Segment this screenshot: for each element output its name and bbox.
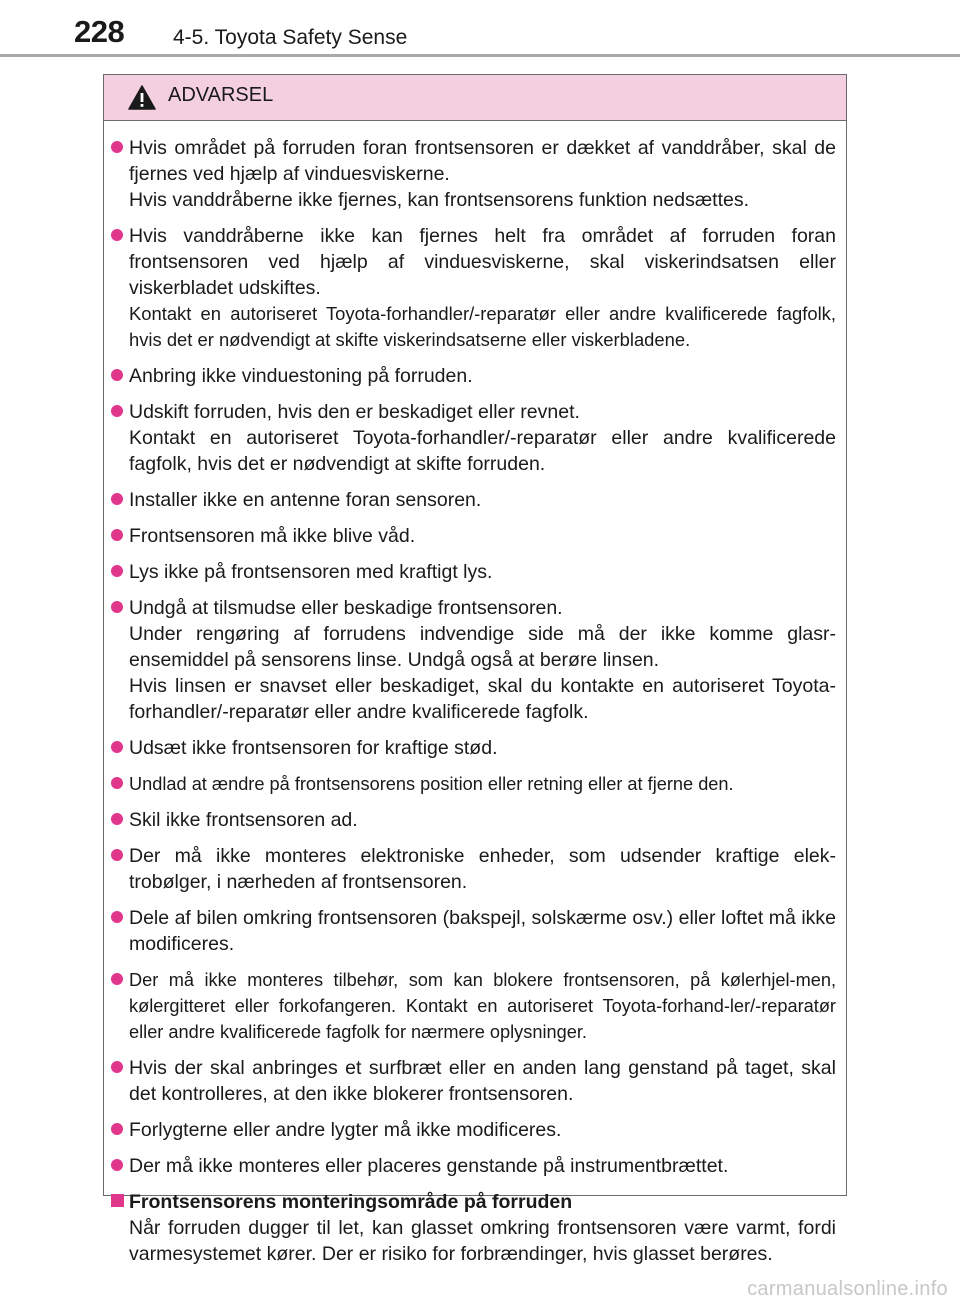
item-line: Hvis vanddråberne ikke fjernes, kan frontsensorens funktion nedsættes. (129, 189, 750, 211)
warning-item (111, 735, 836, 761)
item-line: Der må ikke monteres eller placeres genstande på instrumentbrættet. (129, 1155, 729, 1177)
section-title: 4-5. Toyota Safety Sense (173, 26, 408, 49)
warning-item (111, 1055, 836, 1107)
warning-item (111, 843, 836, 895)
bullet-icon (111, 601, 123, 613)
warning-item (111, 807, 836, 833)
warning-item-text (129, 771, 836, 797)
square-bullet-icon (111, 1194, 124, 1207)
warning-item (111, 595, 836, 725)
warning-item-text (129, 399, 836, 477)
bullet-icon (111, 741, 123, 753)
warning-item (111, 967, 836, 1045)
bullet-icon (111, 529, 123, 541)
warning-item-text (129, 1153, 836, 1179)
bullet-icon (111, 911, 123, 923)
item-line: Hvis linsen er snavset eller beskadiget, skal du kontakte en autoriseret Toyota-forhandler/-reparatør eller andre kvalificerede fagfolk. (129, 675, 836, 723)
item-line: Frontsensoren må ikke blive våd. (129, 525, 416, 547)
warning-item-text (129, 223, 836, 353)
item-line: Dele af bilen omkring frontsensoren (bakspejl, solskærme osv.) eller loftet må ikke modificeres. (129, 907, 836, 955)
warning-item (111, 399, 836, 477)
item-line: Hvis der skal anbringes et surfbræt eller en anden lang genstand på taget, skal det kontrolleres, at den ikke blokerer frontsensoren. (129, 1057, 836, 1105)
item-line: Installer ikke en antenne foran sensoren. (129, 489, 482, 511)
warning-item-text (129, 967, 836, 1045)
warning-item-text (129, 905, 836, 957)
bullet-icon (111, 1123, 123, 1135)
warning-item-text (129, 559, 836, 585)
bullet-icon (111, 849, 123, 861)
warning-item-text (129, 843, 836, 895)
item-line: Kontakt en autoriseret Toyota-forhandler/-reparatør eller andre kvalificerede fagfolk, hvis det er nødvendigt at skifte forruden. (129, 427, 836, 475)
item-line: Forlygterne eller andre lygter må ikke modificeres. (129, 1119, 562, 1141)
bullet-icon (111, 1159, 123, 1171)
header-divider (0, 54, 960, 57)
warning-item (111, 487, 836, 513)
item-line: Lys ikke på frontsensoren med kraftigt lys. (129, 561, 493, 583)
subsection-text: Når forruden dugger til let, kan glasset omkring frontsensoren være varmt, fordi varmesystemet kører. Der er risiko for forbrændinger, hvis glasset berøres. (129, 1217, 836, 1265)
bullet-icon (111, 973, 123, 985)
warning-item (111, 559, 836, 585)
warning-item (111, 135, 836, 213)
warning-item-text (129, 595, 836, 725)
item-line: Hvis området på forruden foran frontsensoren er dækket af vanddråber, skal de fjernes ved hjælp af vinduesviskerne. (129, 137, 836, 185)
bullet-icon (111, 141, 123, 153)
item-line: Der må ikke monteres elektroniske enheder, som udsender kraftige elek-trobølger, i nærheden af frontsensoren. (129, 845, 836, 893)
warning-item-text (129, 363, 836, 389)
item-line: Hvis vanddråberne ikke kan fjernes helt fra området af forruden foran frontsensoren ved hjælp af vinduesviskerne, skal viskerindsatsen eller viskerbladet udskiftes. (129, 225, 836, 299)
warning-item-text (129, 1055, 836, 1107)
page-number: 228 (74, 14, 125, 49)
warning-item (111, 363, 836, 389)
item-line: Udsæt ikke frontsensoren for kraftige stød. (129, 737, 498, 759)
warning-item (111, 1153, 836, 1179)
warning-body (104, 121, 846, 1267)
warning-label: ADVARSEL (168, 84, 274, 106)
warning-item-text (129, 1117, 836, 1143)
bullet-icon (111, 1061, 123, 1073)
warning-header (104, 75, 846, 121)
item-line: Kontakt en autoriseret Toyota-forhandler/-reparatør eller andre kvalificerede fagfolk, hvis det er nødvendigt at skifte viskerindsatserne eller viskerbladene. (129, 303, 836, 350)
subsection-content (129, 1189, 836, 1267)
bullet-icon (111, 813, 123, 825)
bullet-icon (111, 565, 123, 577)
bullet-icon (111, 369, 123, 381)
warning-item-text (129, 735, 836, 761)
item-line: Anbring ikke vinduestoning på forruden. (129, 365, 473, 387)
warning-item (111, 523, 836, 549)
warning-triangle-icon (128, 85, 156, 110)
item-line: Skil ikke frontsensoren ad. (129, 809, 358, 831)
bullet-icon (111, 777, 123, 789)
warning-item-text (129, 135, 836, 213)
item-line: Der må ikke monteres tilbehør, som kan blokere frontsensoren, på kølerhjel-men, kølergitteret eller forkofangeren. Kontakt en autoriseret Toyota-forhand-ler/-reparatør eller andre kvalificerede fagfolk for nærmere oplysninger. (129, 970, 836, 1042)
warning-item-text (129, 487, 836, 513)
warning-item-text (129, 523, 836, 549)
item-line: Udskift forruden, hvis den er beskadiget eller revnet. (129, 401, 580, 423)
warning-item (111, 223, 836, 353)
warning-item (111, 905, 836, 957)
footer-watermark: carmanualsonline.info (747, 1278, 948, 1300)
bullet-icon (111, 493, 123, 505)
warning-box (103, 74, 847, 1265)
bullet-icon (111, 405, 123, 417)
subsection (111, 1189, 836, 1267)
warning-item (111, 771, 836, 797)
item-line: Under rengøring af forrudens indvendige side må der ikke komme glasr-ensemiddel på sensorens linse. Undgå også at berøre linsen. (129, 623, 836, 671)
item-line: Undgå at tilsmudse eller beskadige frontsensoren. (129, 597, 563, 619)
warning-item (111, 1117, 836, 1143)
bullet-icon (111, 229, 123, 241)
subsection-title: Frontsensorens monteringsområde på forruden (129, 1191, 573, 1213)
item-line: Undlad at ændre på frontsensorens position eller retning eller at fjerne den. (129, 774, 734, 794)
warning-item-text (129, 807, 836, 833)
